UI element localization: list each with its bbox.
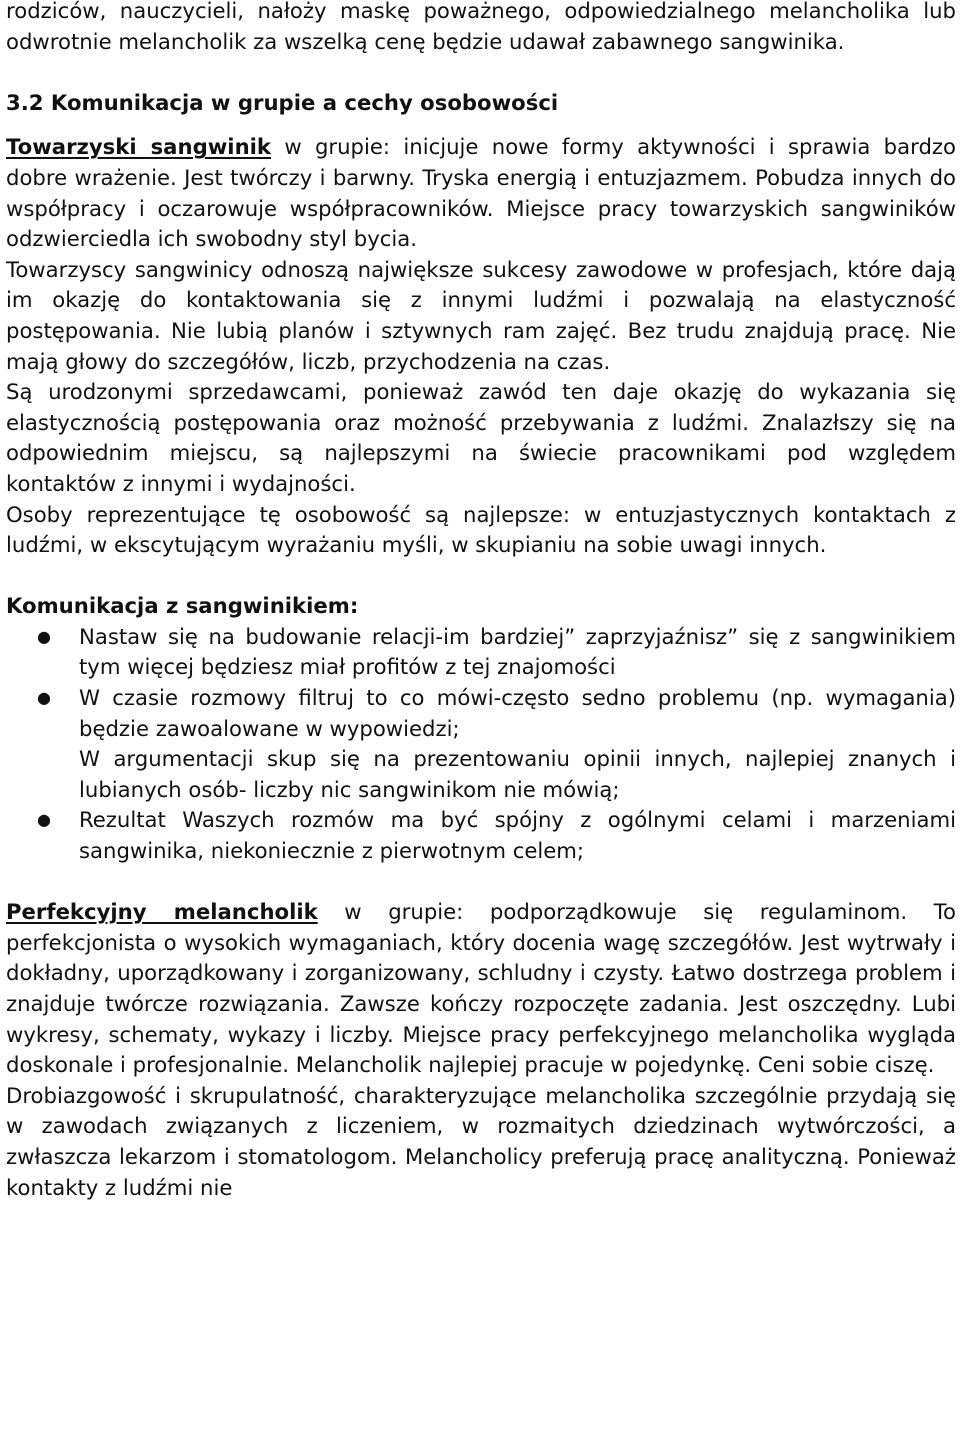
sanguine-paragraph-3: Są urodzonymi sprzedawcami, ponieważ zawód ten daje okazję do wykazania się elastycznością postępowania oraz możność przebywania z ludźmi. Znalazłszy się na odpowiednim miejscu, są najlepszymi na świecie pracownikami pod względem kontaktów z innymi i wydajności.	[6, 379, 956, 496]
communication-list	[6, 622, 956, 867]
sanguine-paragraph-2: Towarzyscy sangwinicy odnoszą największe sukcesy zawodowe w profesjach, które dają im okazję do kontaktowania się z innymi ludźmi i pozwalają na elastyczność postępowania. Nie lubią planów i sztywnych ram zajęć. Bez trudu znajdują pracę. Nie mają głowy do szczegółów, liczb, przychodzenia na czas.	[6, 256, 956, 374]
section-heading: 3.2 Komunikacja w grupie a cechy osobowości	[6, 89, 559, 115]
sanguine-lead-term: Towarzyski sangwinik	[6, 134, 272, 160]
list-item	[6, 805, 956, 866]
spacer	[6, 561, 956, 592]
spacer	[6, 57, 956, 88]
melancholic-lead-term: Perfekcyjny melancholik	[6, 899, 318, 925]
sanguine-paragraph-4: Osoby reprezentujące tę osobowość są najlepsze: w entuzjastycznych kontaktach z ludźmi, w ekscytującym wyrażaniu myśli, w skupianiu na sobie uwagi innych.	[6, 501, 956, 558]
spacer	[6, 118, 956, 132]
list-item-text: W czasie rozmowy filtruj to co mówi-często sedno problemu (np. wymagania) będzie zawoalowane w wypowiedzi;	[79, 685, 956, 741]
sanguine-paragraph-1-text: w grupie: inicjuje nowe formy aktywności i sprawia bardzo dobre wrażenie. Jest twórczy i barwny. Tryska energią i entuzjazmem. Pobudza innych do współpracy i oczarowuje współpracowników. Miejsce pracy towarzyskich sangwiników odzwierciedla ich swobodny styl bycia.	[6, 134, 956, 252]
list-item-text: Rezultat Waszych rozmów ma być spójny z ogólnymi celami i marzeniami sangwinika, niekoniecznie z pierwotnym celem;	[79, 807, 956, 864]
bullet-icon: ●	[37, 626, 51, 646]
list-item-text: Nastaw się na budowanie relacji-im bardziej” zaprzyjaźnisz” się z sangwinikiem tym więcej będziesz miał profitów z tej znajomości	[79, 623, 956, 680]
bullet-icon: ●	[37, 810, 51, 830]
melancholic-paragraph-1-text: w grupie: podporządkowuje się regulaminom. To perfekcjonista o wysokich wymaganiach, który docenia wagę szczegółów. Jest wytrwały i dokładny, uporządkowany i zorganizowany, schludny i czysty. Łatwo dostrzega problem i znajduje twórcze rozwiązania. Zawsze kończy rozpoczęte zadania. Jest oszczędny. Lubi wykresy, schematy, wykazy i liczby. Miejsce pracy perfekcyjnego melancholika wygląda doskonale i profesjonalnie. Melancholik najlepiej pracuje w pojedynkę. Ceni sobie ciszę.	[6, 899, 956, 1078]
melancholic-paragraph-1	[6, 897, 956, 1081]
list-item-continuation: W argumentacji skup się na prezentowaniu opinii innych, najlepiej znanych i lubianych osób- liczby nic sangwinikom nie mówią;	[79, 746, 956, 802]
list-item	[6, 622, 956, 683]
bullet-icon: ●	[37, 688, 51, 708]
list-item	[6, 683, 956, 805]
sanguine-paragraph-1	[6, 132, 956, 254]
top-paragraph: rodziców, nauczycieli, nałoży maskę poważnego, odpowiedzialnego melancholika lub odwrotnie melancholik za wszelką cenę będzie udawał zabawnego sangwinika.	[6, 0, 956, 54]
spacer	[6, 867, 956, 898]
communication-heading: Komunikacja z sangwinikiem:	[6, 593, 359, 619]
document-page	[6, 0, 956, 1203]
melancholic-paragraph-2: Drobiazgowość i skrupulatność, charakteryzujące melancholika szczególnie przydają się w zawodach związanych z liczeniem, w rozmaitych dziedzinach wytwórczości, a zwłaszcza lekarzom i stomatologom. Melancholicy preferują pracę analityczną. Ponieważ kontakty z ludźmi nie	[6, 1082, 956, 1200]
